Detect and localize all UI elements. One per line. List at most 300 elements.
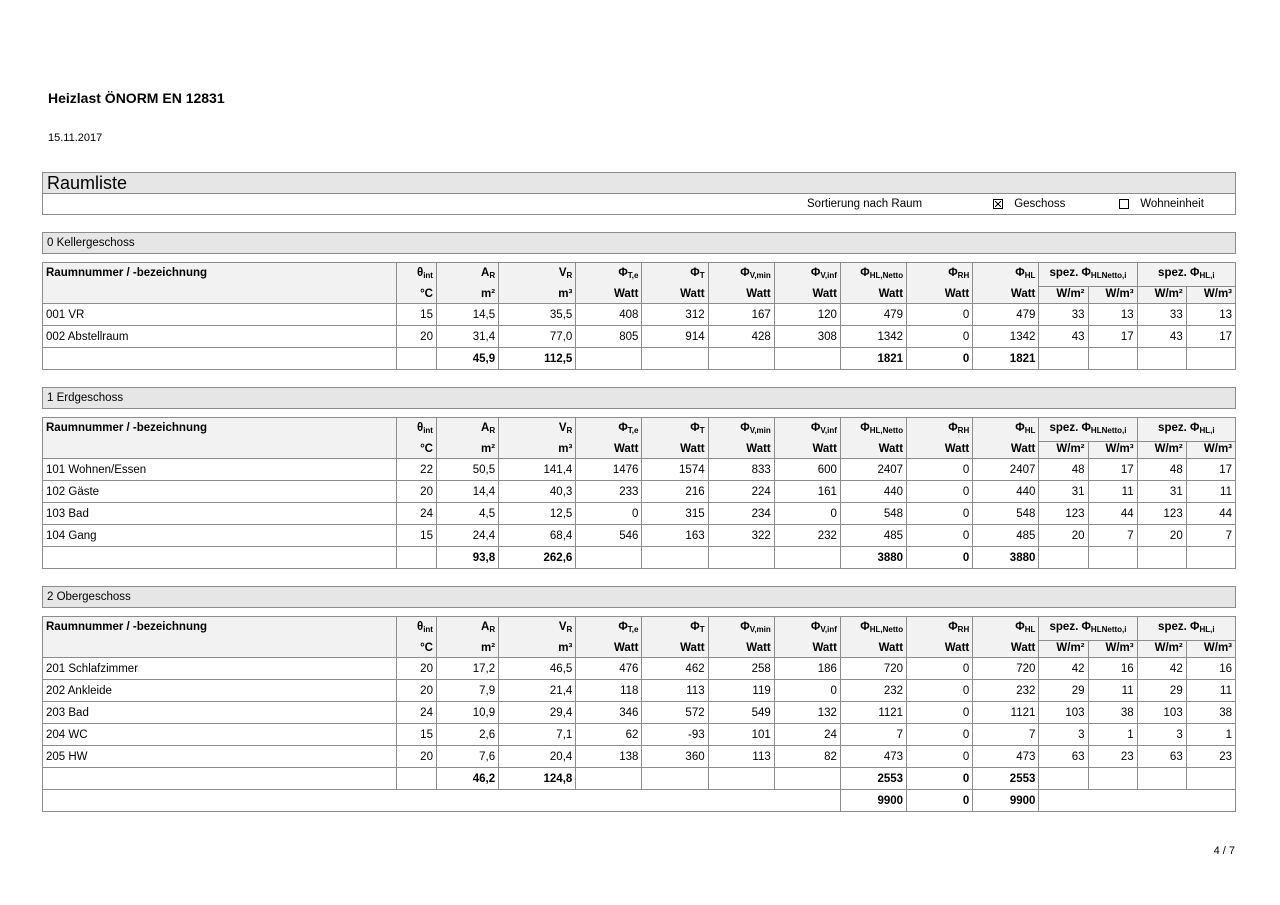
unit-label: W/m²: [1137, 442, 1186, 459]
table-cell: 7,1: [499, 724, 576, 746]
unit-label: °C: [396, 442, 436, 459]
column-phi-vmin: $\Phi_{V,min}$: [708, 418, 774, 442]
table-cell: 0: [907, 525, 973, 547]
table-cell: 138: [576, 746, 642, 768]
table-cell: 202 Ankleide: [43, 680, 397, 702]
table-row: [43, 304, 1236, 326]
unit-label: Watt: [774, 287, 840, 304]
table-cell: 0: [907, 680, 973, 702]
table-cell: 232: [774, 525, 840, 547]
total-area: 45,9: [436, 348, 498, 370]
table-cell: 103: [1039, 702, 1088, 724]
table-cell: 0: [907, 459, 973, 481]
unit-label: Watt: [576, 641, 642, 658]
total-phl-netto: 1821: [840, 348, 906, 370]
sort-option-wohneinheit[interactable]: [1119, 194, 1204, 214]
table-cell: 600: [774, 459, 840, 481]
grand-total-row: [43, 790, 1236, 812]
column-area: $A_R$: [436, 418, 498, 442]
table-cell: 3: [1137, 724, 1186, 746]
total-prh: 0: [907, 348, 973, 370]
table-cell: 473: [973, 746, 1039, 768]
floor-section: [42, 232, 1236, 370]
table-cell: 103 Bad: [43, 503, 397, 525]
table-cell: 322: [708, 525, 774, 547]
table-cell: 113: [642, 680, 708, 702]
table-cell: 63: [1039, 746, 1088, 768]
total-area: 93,8: [436, 547, 498, 569]
table-cell: 16: [1186, 658, 1235, 680]
table-cell: 167: [708, 304, 774, 326]
table-cell: 33: [1137, 304, 1186, 326]
table-cell: 21,4: [499, 680, 576, 702]
table-cell: 0: [907, 503, 973, 525]
table-cell: 38: [1186, 702, 1235, 724]
unit-label: W/m²: [1137, 641, 1186, 658]
sort-label: Sortierung nach Raum: [807, 198, 923, 210]
table-cell: 485: [973, 525, 1039, 547]
table-cell: 10,9: [436, 702, 498, 724]
unit-label: W/m²: [1137, 287, 1186, 304]
table-cell: 50,5: [436, 459, 498, 481]
table-cell: 40,3: [499, 481, 576, 503]
table-cell: 101 Wohnen/Essen: [43, 459, 397, 481]
table-cell: 2407: [973, 459, 1039, 481]
total-volume: 112,5: [499, 348, 576, 370]
unit-label: W/m²: [1039, 287, 1088, 304]
table-cell: 11: [1186, 680, 1235, 702]
unit-label: Watt: [907, 442, 973, 459]
table-cell: 833: [708, 459, 774, 481]
column-theta: $\theta_{int}$: [396, 263, 436, 287]
column-spez-netto: spez. $\Phi_{HLNetto,i}$: [1039, 263, 1137, 287]
column-phi-t: $\Phi_T$: [642, 263, 708, 287]
table-cell: 485: [840, 525, 906, 547]
total-prh: 0: [907, 768, 973, 790]
table-cell: 428: [708, 326, 774, 348]
document-date: 15.11.2017: [48, 132, 103, 144]
table-cell: 103: [1137, 702, 1186, 724]
table-cell: 258: [708, 658, 774, 680]
column-phi-hl: $\Phi_{HL}$: [973, 617, 1039, 641]
column-phi-vmin: $\Phi_{V,min}$: [708, 617, 774, 641]
table-cell: 186: [774, 658, 840, 680]
table-cell: 113: [708, 746, 774, 768]
table-cell: 233: [576, 481, 642, 503]
table-cell: 161: [774, 481, 840, 503]
unit-label: Watt: [907, 287, 973, 304]
page-number: 4 / 7: [1213, 845, 1235, 857]
sort-bar: [42, 194, 1236, 215]
table-cell: 24,4: [436, 525, 498, 547]
column-phi-hl: $\Phi_{HL}$: [973, 418, 1039, 442]
table-cell: 33: [1039, 304, 1088, 326]
column-phi-te: $\Phi_{T,e}$: [576, 617, 642, 641]
table-cell: 20: [1039, 525, 1088, 547]
table-cell: 42: [1137, 658, 1186, 680]
column-phi-te: $\Phi_{T,e}$: [576, 418, 642, 442]
table-cell: 102 Gäste: [43, 481, 397, 503]
table-cell: 11: [1186, 481, 1235, 503]
column-area: $A_R$: [436, 263, 498, 287]
table-cell: 15: [396, 304, 436, 326]
table-cell: 204 WC: [43, 724, 397, 746]
unit-label: m²: [436, 641, 498, 658]
floor-section: [42, 586, 1236, 790]
column-theta: $\theta_{int}$: [396, 617, 436, 641]
total-area: 46,2: [436, 768, 498, 790]
table-cell: 346: [576, 702, 642, 724]
table-cell: 7: [973, 724, 1039, 746]
table-cell: 476: [576, 658, 642, 680]
table-cell: 1574: [642, 459, 708, 481]
table-row: [43, 702, 1236, 724]
grand-total-prh: 0: [907, 790, 973, 812]
unit-label: Watt: [973, 641, 1039, 658]
room-table: [42, 262, 1236, 370]
table-cell: 29,4: [499, 702, 576, 724]
table-cell: 24: [396, 702, 436, 724]
table-cell: 315: [642, 503, 708, 525]
table-row: [43, 503, 1236, 525]
table-cell: 216: [642, 481, 708, 503]
table-cell: 118: [576, 680, 642, 702]
table-cell: 232: [840, 680, 906, 702]
floor-section-title: 0 Kellergeschoss: [42, 232, 1236, 254]
table-cell: 17: [1186, 326, 1235, 348]
table-cell: 44: [1186, 503, 1235, 525]
table-row: [43, 326, 1236, 348]
table-cell: 549: [708, 702, 774, 724]
table-cell: 123: [1137, 503, 1186, 525]
column-phi-vinf: $\Phi_{V,inf}$: [774, 418, 840, 442]
table-cell: 22: [396, 459, 436, 481]
unit-label: Watt: [576, 287, 642, 304]
table-cell: 473: [840, 746, 906, 768]
table-cell: 16: [1088, 658, 1137, 680]
total-phl: 3880: [973, 547, 1039, 569]
table-cell: 002 Abstellraum: [43, 326, 397, 348]
unit-label: m²: [436, 442, 498, 459]
table-cell: 14,4: [436, 481, 498, 503]
unit-label: m³: [499, 442, 576, 459]
table-cell: 46,5: [499, 658, 576, 680]
table-cell: 7: [1088, 525, 1137, 547]
table-cell: 15: [396, 724, 436, 746]
room-list: [42, 172, 1236, 812]
table-cell: 408: [576, 304, 642, 326]
table-cell: 2407: [840, 459, 906, 481]
table-cell: 38: [1088, 702, 1137, 724]
total-phl: 2553: [973, 768, 1039, 790]
table-cell: 17: [1088, 459, 1137, 481]
table-cell: 0: [907, 658, 973, 680]
unit-label: m²: [436, 287, 498, 304]
table-cell: 3: [1039, 724, 1088, 746]
unit-label: W/m³: [1186, 287, 1235, 304]
table-cell: 17: [1186, 459, 1235, 481]
table-cell: 63: [1137, 746, 1186, 768]
table-cell: 0: [907, 304, 973, 326]
total-prh: 0: [907, 547, 973, 569]
table-cell: 20: [396, 658, 436, 680]
table-cell: 48: [1039, 459, 1088, 481]
table-cell: 205 HW: [43, 746, 397, 768]
column-room: Raumnummer / -bezeichnung: [43, 263, 397, 304]
table-cell: 13: [1186, 304, 1235, 326]
table-cell: 1121: [973, 702, 1039, 724]
table-cell: 29: [1039, 680, 1088, 702]
table-cell: 479: [973, 304, 1039, 326]
table-cell: 0: [907, 702, 973, 724]
unit-label: Watt: [774, 442, 840, 459]
table-cell: 24: [396, 503, 436, 525]
table-cell: -93: [642, 724, 708, 746]
table-cell: 720: [840, 658, 906, 680]
table-cell: 20: [396, 326, 436, 348]
table-cell: 20: [396, 680, 436, 702]
total-volume: 124,8: [499, 768, 576, 790]
column-spez-hl: spez. $\Phi_{HL,i}$: [1137, 617, 1235, 641]
table-row: [43, 746, 1236, 768]
table-cell: 440: [973, 481, 1039, 503]
column-phi-hl: $\Phi_{HL}$: [973, 263, 1039, 287]
table-cell: 224: [708, 481, 774, 503]
table-cell: 17: [1088, 326, 1137, 348]
table-cell: 120: [774, 304, 840, 326]
column-phi-t: $\Phi_T$: [642, 418, 708, 442]
table-cell: 35,5: [499, 304, 576, 326]
unit-label: Watt: [576, 442, 642, 459]
unit-label: Watt: [840, 287, 906, 304]
column-phi-rh: $\Phi_{RH}$: [907, 418, 973, 442]
table-cell: 0: [907, 326, 973, 348]
table-cell: 20: [1137, 525, 1186, 547]
column-area: $A_R$: [436, 617, 498, 641]
unit-label: °C: [396, 287, 436, 304]
table-cell: 720: [973, 658, 1039, 680]
section-total-row: [43, 348, 1236, 370]
unit-label: W/m³: [1186, 641, 1235, 658]
table-cell: 42: [1039, 658, 1088, 680]
column-volume: $V_R$: [499, 263, 576, 287]
unit-label: Watt: [642, 442, 708, 459]
table-cell: 440: [840, 481, 906, 503]
table-cell: 68,4: [499, 525, 576, 547]
table-cell: 11: [1088, 481, 1137, 503]
unit-label: m³: [499, 641, 576, 658]
table-row: [43, 680, 1236, 702]
unit-label: Watt: [973, 442, 1039, 459]
unit-label: °C: [396, 641, 436, 658]
table-row: [43, 525, 1236, 547]
table-cell: 44: [1088, 503, 1137, 525]
table-cell: 1342: [840, 326, 906, 348]
grand-total-phl-netto: 9900: [840, 790, 906, 812]
table-cell: 43: [1039, 326, 1088, 348]
unit-label: Watt: [642, 287, 708, 304]
unit-label: W/m²: [1039, 442, 1088, 459]
table-cell: 308: [774, 326, 840, 348]
table-cell: 548: [840, 503, 906, 525]
table-cell: 62: [576, 724, 642, 746]
floor-section-title: 1 Erdgeschoss: [42, 387, 1236, 409]
sort-option-geschoss-label: Geschoss: [1014, 198, 1066, 210]
floor-section-title: 2 Obergeschoss: [42, 586, 1236, 608]
table-cell: 104 Gang: [43, 525, 397, 547]
table-cell: 119: [708, 680, 774, 702]
unit-label: Watt: [708, 442, 774, 459]
unit-label: W/m³: [1186, 442, 1235, 459]
table-cell: 82: [774, 746, 840, 768]
table-cell: 132: [774, 702, 840, 724]
column-spez-hl: spez. $\Phi_{HL,i}$: [1137, 263, 1235, 287]
table-cell: 0: [576, 503, 642, 525]
table-cell: 13: [1088, 304, 1137, 326]
unit-label: W/m³: [1088, 287, 1137, 304]
table-cell: 17,2: [436, 658, 498, 680]
table-cell: 0: [907, 724, 973, 746]
table-cell: 234: [708, 503, 774, 525]
table-cell: 23: [1186, 746, 1235, 768]
unit-label: W/m³: [1088, 641, 1137, 658]
table-cell: 2,6: [436, 724, 498, 746]
column-phi-vmin: $\Phi_{V,min}$: [708, 263, 774, 287]
table-cell: 548: [973, 503, 1039, 525]
table-cell: 1476: [576, 459, 642, 481]
column-spez-netto: spez. $\Phi_{HLNetto,i}$: [1039, 617, 1137, 641]
table-cell: 805: [576, 326, 642, 348]
table-cell: 101: [708, 724, 774, 746]
table-cell: 201 Schlafzimmer: [43, 658, 397, 680]
column-room: Raumnummer / -bezeichnung: [43, 418, 397, 459]
column-spez-hl: spez. $\Phi_{HL,i}$: [1137, 418, 1235, 442]
table-cell: 0: [907, 481, 973, 503]
unit-label: Watt: [973, 287, 1039, 304]
unit-label: Watt: [708, 287, 774, 304]
unit-label: Watt: [642, 641, 708, 658]
table-cell: 462: [642, 658, 708, 680]
column-volume: $V_R$: [499, 418, 576, 442]
table-cell: 7,9: [436, 680, 498, 702]
table-cell: 43: [1137, 326, 1186, 348]
column-theta: $\theta_{int}$: [396, 418, 436, 442]
unit-label: Watt: [840, 641, 906, 658]
table-row: [43, 658, 1236, 680]
table-row: [43, 459, 1236, 481]
table-cell: 23: [1088, 746, 1137, 768]
table-cell: 77,0: [499, 326, 576, 348]
table-cell: 12,5: [499, 503, 576, 525]
table-cell: 479: [840, 304, 906, 326]
table-cell: 1: [1088, 724, 1137, 746]
table-cell: 31,4: [436, 326, 498, 348]
table-cell: 572: [642, 702, 708, 724]
table-cell: 203 Bad: [43, 702, 397, 724]
unit-label: m³: [499, 287, 576, 304]
table-cell: 31: [1039, 481, 1088, 503]
column-phi-vinf: $\Phi_{V,inf}$: [774, 263, 840, 287]
checkbox-unchecked-icon[interactable]: [1119, 199, 1129, 209]
table-cell: 0: [774, 680, 840, 702]
table-cell: 7,6: [436, 746, 498, 768]
document-title: Heizlast ÖNORM EN 12831: [48, 90, 225, 106]
total-volume: 262,6: [499, 547, 576, 569]
column-volume: $V_R$: [499, 617, 576, 641]
column-phi-te: $\Phi_{T,e}$: [576, 263, 642, 287]
unit-label: Watt: [840, 442, 906, 459]
checkbox-checked-icon[interactable]: [993, 199, 1003, 209]
table-cell: 312: [642, 304, 708, 326]
unit-label: Watt: [774, 641, 840, 658]
table-cell: 15: [396, 525, 436, 547]
table-cell: 24: [774, 724, 840, 746]
table-cell: 123: [1039, 503, 1088, 525]
table-cell: 0: [907, 746, 973, 768]
section-total-row: [43, 768, 1236, 790]
table-row: [43, 724, 1236, 746]
column-spez-netto: spez. $\Phi_{HLNetto,i}$: [1039, 418, 1137, 442]
table-cell: 29: [1137, 680, 1186, 702]
unit-label: W/m²: [1039, 641, 1088, 658]
table-cell: 1: [1186, 724, 1235, 746]
table-cell: 001 VR: [43, 304, 397, 326]
table-cell: 914: [642, 326, 708, 348]
table-row: [43, 481, 1236, 503]
column-phi-rh: $\Phi_{RH}$: [907, 617, 973, 641]
table-cell: 232: [973, 680, 1039, 702]
column-phi-t: $\Phi_T$: [642, 617, 708, 641]
table-cell: 31: [1137, 481, 1186, 503]
column-phi-hl-netto: $\Phi_{HL,Netto}$: [840, 617, 906, 641]
total-phl: 1821: [973, 348, 1039, 370]
table-cell: 546: [576, 525, 642, 547]
table-cell: 7: [1186, 525, 1235, 547]
column-phi-hl-netto: $\Phi_{HL,Netto}$: [840, 418, 906, 442]
table-cell: 360: [642, 746, 708, 768]
table-cell: 48: [1137, 459, 1186, 481]
table-cell: 163: [642, 525, 708, 547]
table-header-row: [43, 263, 1236, 287]
table-cell: 7: [840, 724, 906, 746]
total-phl-netto: 3880: [840, 547, 906, 569]
grand-total-phl: 9900: [973, 790, 1039, 812]
room-table: [42, 616, 1236, 790]
column-phi-hl-netto: $\Phi_{HL,Netto}$: [840, 263, 906, 287]
column-phi-vinf: $\Phi_{V,inf}$: [774, 617, 840, 641]
table-cell: 0: [774, 503, 840, 525]
grand-total-table: [42, 790, 1236, 812]
table-cell: 20: [396, 746, 436, 768]
table-cell: 141,4: [499, 459, 576, 481]
table-cell: 1342: [973, 326, 1039, 348]
column-room: Raumnummer / -bezeichnung: [43, 617, 397, 658]
table-cell: 14,5: [436, 304, 498, 326]
table-cell: 20: [396, 481, 436, 503]
unit-label: W/m³: [1088, 442, 1137, 459]
table-cell: 11: [1088, 680, 1137, 702]
floor-section: [42, 387, 1236, 569]
table-header-row: [43, 418, 1236, 442]
column-phi-rh: $\Phi_{RH}$: [907, 263, 973, 287]
table-cell: 4,5: [436, 503, 498, 525]
table-cell: 20,4: [499, 746, 576, 768]
table-cell: 1121: [840, 702, 906, 724]
unit-label: Watt: [907, 641, 973, 658]
sort-option-geschoss[interactable]: [993, 194, 1065, 214]
unit-label: Watt: [708, 641, 774, 658]
table-header-row: [43, 617, 1236, 641]
